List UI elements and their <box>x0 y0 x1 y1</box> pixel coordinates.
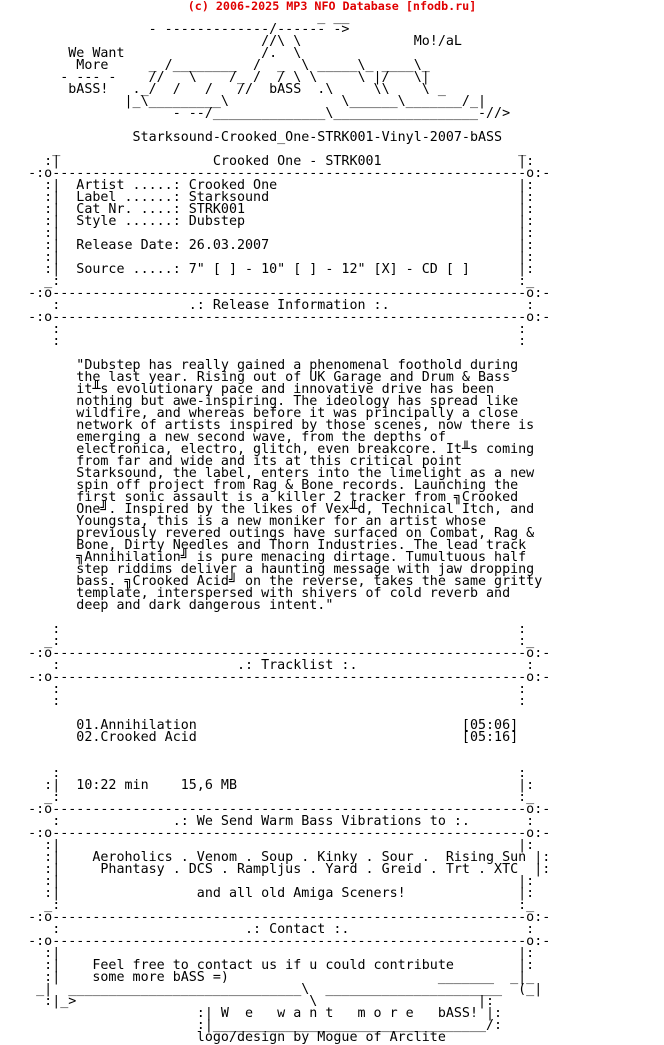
nfo-line: //\ \ Mo!/aL <box>4 34 462 49</box>
nfo-line: _: :_ <box>4 274 535 289</box>
nfo-line: : .: Contact :. : <box>4 922 535 937</box>
nfo-line: :| 10:22 min 15,6 MB |: <box>4 778 535 793</box>
nfo-line: bASS! ._/ / / // bASS .\ \\ \ _ <box>4 82 446 97</box>
nfo-line: logo/design by Mogue of Arclite <box>4 1030 446 1045</box>
nfo-line: "Dubstep has really gained a phenomenal foothold during <box>4 358 519 373</box>
nfo-line: :|__________________________________/: <box>4 1018 503 1033</box>
nfo-line: -:o-----------------------------------------------------------o:- <box>4 670 551 685</box>
nfo-line: emerging a new second wave, from the depths of <box>4 430 446 445</box>
nfo-line: : .: Release Information :. : <box>4 298 535 313</box>
nfo-line: :| |: <box>4 838 535 853</box>
nfo-line: :| Label ......: Starksound |: <box>4 190 535 205</box>
nfo-line: the last year. Rising out of UK Garage and Drum & Bass <box>4 370 511 385</box>
nfo-line: previously revered outings have surfaced on Combat, Rag & <box>4 526 535 541</box>
nfo-line: :| Feel free to contact us if u could contribute |: <box>4 958 535 973</box>
nfo-line: Bone, Dirty Needles and Thorn Industries. The lead track <box>4 538 527 553</box>
nfo-line: it╨s evolutionary pace and innovative drive has been <box>4 382 495 397</box>
nfo-line: :| Release Date: 26.03.2007 |: <box>4 238 535 253</box>
nfo-line: electronica, electro, glitch, even breakcore. It╨s coming <box>4 442 535 457</box>
nfo-line: : : <box>4 766 527 781</box>
nfo-line: Starksound, the label, enters into the limelight as a new <box>4 466 535 481</box>
nfo-line: More _ /________ / _ \ _____\_ ____\_ <box>4 58 430 73</box>
nfo-line: _: :_ <box>4 790 535 805</box>
nfo-line: -:o-----------------------------------------------------------o:- <box>4 646 551 661</box>
nfo-line: :|_> \ |: <box>4 994 495 1009</box>
nfo-line: :| Cat Nr. ....: STRK001 |: <box>4 202 535 217</box>
nfo-line: 01.Annihilation [05:06] <box>4 718 519 733</box>
nfo-line: - -------------/------ -> <box>4 22 350 37</box>
nfo-line: -:o-----------------------------------------------------------o:- <box>4 310 551 325</box>
nfo-line: :| Aeroholics . Venom . Soup . Kinky . Sour . Rising Sun |: <box>4 850 551 865</box>
site-header[interactable]: (c) 2006-2025 MP3 NFO Database [nfodb.ru] <box>187 0 477 13</box>
nfo-line: _ _ <box>4 142 527 157</box>
nfo-line: :| Source .....: 7" [ ] - 10" [ ] - 12" [X] - CD [ ] |: <box>4 262 535 277</box>
nfo-line: : : <box>4 682 527 697</box>
nfo-line: : .: We Send Warm Bass Vibrations to :. : <box>4 814 535 829</box>
nfo-line: : : <box>4 694 527 709</box>
nfo-line: :| Crooked One - STRK001 |: <box>4 154 535 169</box>
nfo-line: _ __ <box>4 10 350 25</box>
nfo-line: _| _____________________________\ ______________________ (_| <box>4 982 543 997</box>
nfo-line: :| Style ......: Dubstep |: <box>4 214 535 229</box>
nfo-line: : : <box>4 622 527 637</box>
nfo-line: step riddims deliver a haunting message with jaw dropping <box>4 562 535 577</box>
nfo-line: - --/______________\__________________-//> <box>4 106 511 121</box>
nfo-line: ╗Annihilation╝ is pure menacing dirtage. Tumultuous half <box>4 550 527 565</box>
nfo-line: : : <box>4 334 527 349</box>
nfo-line: :| Artist .....: Crooked One |: <box>4 178 535 193</box>
nfo-line: bass. ╗Crooked Acid╝ on the reverse, takes the same gritty <box>4 574 543 589</box>
nfo-line: :| |: <box>4 250 535 265</box>
nfo-line: first sonic assault is a killer 2 tracker from ╗Crooked <box>4 490 519 505</box>
nfo-line: 02.Crooked Acid [05:16] <box>4 730 519 745</box>
nfo-line: : : <box>4 322 527 337</box>
nfo-line: :| |: <box>4 874 535 889</box>
nfo-line: template, interspersed with shivers of cold reverb and <box>4 586 511 601</box>
nfo-line: from far and wide and its at this critical point <box>4 454 462 469</box>
nfo-line: :| W e w a n t m o r e bASS! |: <box>4 1006 503 1021</box>
nfo-line: We Want /. \ <box>4 46 302 61</box>
nfo-line: :| Phantasy . DCS . Rampljus . Yard . Greid . Trt . XTC |: <box>4 862 551 877</box>
nfo-line: _: :_ <box>4 634 535 649</box>
nfo-line: -:o-----------------------------------------------------------o:- <box>4 910 551 925</box>
nfo-line: spin off project from Rag & Bone records. Launching the <box>4 478 519 493</box>
nfo-line: :| and all old Amiga Sceners! |: <box>4 886 535 901</box>
nfo-line: : .: Tracklist :. : <box>4 658 535 673</box>
nfo-line: nothing but awe-inspiring. The ideology has spread like <box>4 394 519 409</box>
nfo-line: wildfire, and whereas before it was principally a close <box>4 406 519 421</box>
nfo-line: :| |: <box>4 226 535 241</box>
nfo-line: Starksound-Crooked_One-STRK001-Vinyl-2007-bASS <box>4 130 503 145</box>
nfo-text <box>4 12 550 1044</box>
nfo-line: Youngsta, this is a new moniker for an artist whose <box>4 514 487 529</box>
nfo-line: -:o-----------------------------------------------------------o:- <box>4 934 551 949</box>
nfo-line: network of artists inspired by those scenes, now there is <box>4 418 535 433</box>
nfo-line: :| |: <box>4 946 535 961</box>
nfo-line: -:o-----------------------------------------------------------o:- <box>4 166 551 181</box>
nfo-line: -:o-----------------------------------------------------------o:- <box>4 802 551 817</box>
nfo-line: One╝. Inspired by the likes of Vex╨d, Technical Itch, and <box>4 502 535 517</box>
nfo-line: - --- - // \ /_ / / \ \ \ |/ \| <box>4 70 430 85</box>
nfo-line: :| some more bASS =) _______ _|_ <box>4 970 535 985</box>
nfo-line: deep and dark dangerous intent." <box>4 598 334 613</box>
nfo-line: -:o-----------------------------------------------------------o:- <box>4 286 551 301</box>
nfo-line: _: :_ <box>4 898 535 913</box>
nfo-line: |_\_________\ \______\_______/_| <box>4 94 487 109</box>
nfo-line: -:o-----------------------------------------------------------o:- <box>4 826 551 841</box>
